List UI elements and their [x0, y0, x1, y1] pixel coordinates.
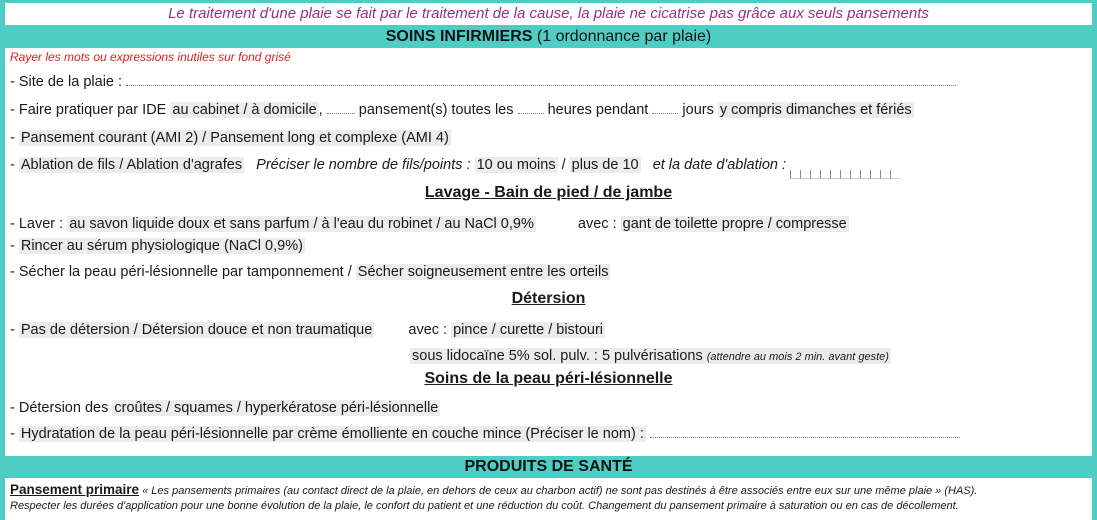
ablation-sep: / — [561, 157, 566, 173]
soins-title-rest: (1 ordonnance par plaie) — [536, 28, 712, 45]
produits-header: PRODUITS DE SANTÉ — [0, 456, 1097, 478]
hydratation-option[interactable]: Hydratation de la peau péri-lésionnelle par crème émolliente en couche mince (Préciser le nom) : — [20, 426, 644, 442]
faire-heures-label: heures pendant — [547, 102, 649, 118]
detersion-heading: Détersion — [511, 290, 586, 307]
faire-comma: , — [318, 102, 323, 118]
faire-line — [10, 100, 914, 120]
faire-pansements-label: pansement(s) toutes les — [358, 102, 514, 118]
ablation-preciser: Préciser le nombre de fils/points : — [256, 157, 471, 173]
secher-prefix: - Sécher la peau péri-lésionnelle par tamponnement / — [10, 264, 352, 280]
peri-detersion-line — [10, 398, 440, 418]
rincer-line — [10, 236, 305, 256]
detersion-option[interactable]: Pas de détersion / Détersion douce et non traumatique — [20, 322, 373, 338]
peri-detersion-prefix: - Détersion des — [10, 400, 109, 416]
lidocaine-line — [410, 346, 891, 367]
soins-infirmiers-header — [0, 26, 1097, 48]
ablation-option[interactable]: Ablation de fils / Ablation d'agrafes — [20, 157, 243, 173]
hydratation-line — [10, 424, 960, 444]
strike-hint: Rayer les mots ou expressions inutiles sur fond grisé — [10, 50, 291, 64]
hydratation-prefix: - — [10, 426, 19, 442]
laver-avec: avec : — [577, 216, 617, 232]
laver-avec-option[interactable]: gant de toilette propre / compresse — [622, 216, 847, 232]
ablation-prefix: - — [10, 157, 19, 173]
creme-name-field[interactable] — [650, 425, 960, 438]
banner-text: Le traitement d'une plaie se fait par le traitement de la cause, la plaie ne cicatrise pas grâce aux seuls pansements — [5, 3, 1092, 25]
lavage-heading: Lavage - Bain de pied / de jambe — [424, 184, 673, 201]
laver-line — [10, 214, 849, 234]
soins-title-bold: SOINS INFIRMIERS — [385, 28, 533, 45]
primaire-quote: « Les pansements primaires (au contact direct de la plaie, en dehors de ceux au charbon actif) ne sont pas destinés à être associés entre eux sur une même plaie » (HAS). — [142, 485, 978, 497]
banner-band — [0, 0, 1097, 26]
lidocaine-text: sous lidocaïne 5% sol. pulv. : 5 pulvérisations — [412, 348, 703, 364]
site-label: - Site de la plaie : — [10, 74, 123, 90]
lidocaine-note: (attendre au mois 2 min. avant geste) — [706, 351, 889, 363]
pansement-type-line — [10, 128, 451, 148]
peri-detersion-option[interactable]: croûtes / squames / hyperkératose péri-lésionnelle — [114, 400, 439, 416]
lidocaine-option[interactable] — [410, 348, 891, 364]
nb-fils-option-1[interactable]: 10 ou moins — [476, 157, 556, 173]
ablation-date-field[interactable] — [790, 165, 900, 175]
secher-line — [10, 262, 610, 282]
rincer-option[interactable]: Rincer au sérum physiologique (NaCl 0,9%) — [20, 238, 303, 254]
secher-option[interactable]: Sécher soigneusement entre les orteils — [357, 264, 609, 280]
faire-jours-label: jours — [682, 102, 714, 118]
pansement-type-option[interactable]: Pansement courant (AMI 2) / Pansement long et complexe (AMI 4) — [20, 130, 449, 146]
primaire-line — [10, 482, 977, 497]
nb-pansements-field[interactable] — [327, 101, 355, 114]
jours-field[interactable] — [652, 101, 678, 114]
site-line — [10, 72, 956, 92]
ablation-date-label: et la date d'ablation : — [652, 157, 787, 173]
peri-heading: Soins de la peau péri-lésionnelle — [424, 370, 673, 387]
detersion-tool-option[interactable]: pince / curette / bistouri — [453, 322, 604, 338]
detersion-prefix: - — [10, 322, 19, 338]
detersion-avec: avec : — [408, 322, 448, 338]
faire-prefix: - Faire pratiquer par IDE — [10, 102, 167, 118]
rincer-prefix: - — [10, 238, 19, 254]
laver-option[interactable]: au savon liquide doux et sans parfum / à l'eau du robinet / au NaCl 0,9% — [69, 216, 534, 232]
dimanches-option[interactable]: y compris dimanches et fériés — [719, 102, 912, 118]
primaire-label: Pansement primaire — [10, 482, 140, 497]
site-field[interactable] — [126, 73, 956, 86]
lieu-option[interactable]: au cabinet / à domicile — [172, 102, 317, 118]
nb-fils-option-2[interactable]: plus de 10 — [571, 157, 639, 173]
laver-prefix: - Laver : — [10, 216, 64, 232]
respecter-line: Respecter les durées d'application pour une bonne évolution de la plaie, le confort du patient et une réduction du coût. Changement du pansement primaire à saturation ou en cas de décollement. — [10, 500, 959, 512]
heures-field[interactable] — [518, 101, 544, 114]
detersion-line — [10, 320, 605, 340]
pansement-prefix: - — [10, 130, 19, 146]
ablation-line — [10, 155, 900, 175]
